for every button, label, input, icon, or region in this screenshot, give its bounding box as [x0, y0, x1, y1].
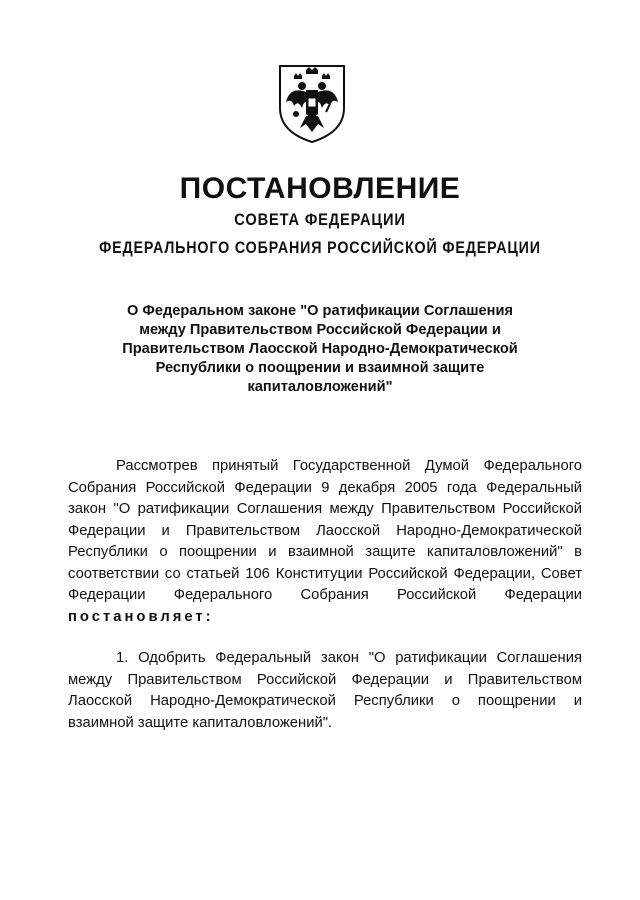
resolution-item-text: 1. Одобрить Федеральный закон "О ратификации Соглашения между Правительством Российской Федерации и Правительством Лаосской Народно-Демократической Республики о поощрении и взаимной защите капиталовложений".: [68, 650, 582, 731]
subject-line: Республики о поощрении и взаимной защите: [155, 360, 485, 376]
document-title: ПОСТАНОВЛЕНИЕ: [179, 172, 461, 205]
preamble-text: Рассмотрев принятый Государственной Думой Федерального Собрания Российской Федерации 9 декабря 2005 года Федеральный закон "О ратификации Соглашения между Правительством Российской Федерации и Правительством Лаосской Народно-Демократической Республики о поощрении и взаимной защите капиталовложений" в соответствии со статьей 106 Конституции Российской Федерации, Совет Федерации Федерального Собрания Российской Федерации: [68, 458, 582, 603]
document-subject: [90, 302, 550, 397]
subject-line: О Федеральном законе "О ратификации Соглашения: [127, 303, 513, 319]
resolution-item-1: [68, 648, 582, 734]
russian-coat-of-arms-icon: [276, 62, 348, 144]
resolution-keyword: постановляет:: [68, 608, 214, 625]
subject-line: капиталовложений": [247, 379, 393, 395]
issuing-body-line-2: ФЕДЕРАЛЬНОГО СОБРАНИЯ РОССИЙСКОЙ ФЕДЕРАЦИИ: [99, 238, 541, 257]
preamble-paragraph: [68, 456, 582, 628]
subject-line: между Правительством Российской Федерации и: [139, 322, 501, 338]
issuing-body-line-1: СОВЕТА ФЕДЕРАЦИИ: [234, 210, 406, 229]
subject-line: Правительством Лаосской Народно-Демократической: [122, 341, 518, 357]
document-title-block: [0, 172, 640, 262]
